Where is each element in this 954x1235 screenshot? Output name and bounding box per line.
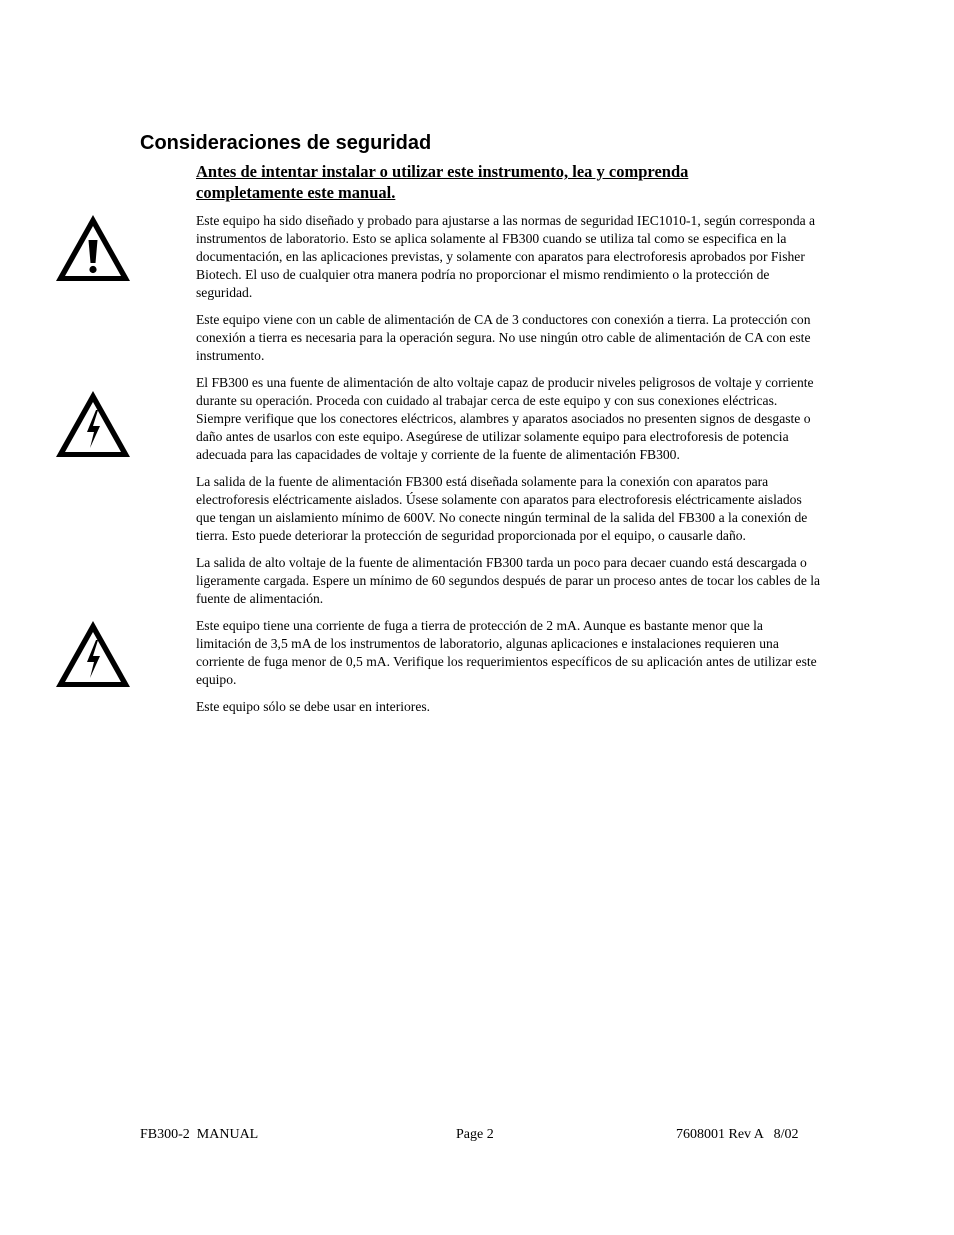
high-voltage-icon [53, 388, 133, 460]
high-voltage-icon [53, 618, 133, 690]
footer-document-revision: 7608001 Rev A 8/02 [676, 1127, 799, 1142]
footer-manual-name: FB300-2 MANUAL [140, 1127, 259, 1142]
warning-exclamation-icon [53, 212, 133, 284]
body-text [196, 212, 821, 725]
paragraph: Este equipo viene con un cable de alimentación de CA de 3 conductores con conexión a tierra. La protección con conexión a tierra es necesaria para la operación segura. No use ningún otro cable de alimentación de CA con este instrumento. [196, 312, 811, 363]
paragraph: Este equipo sólo se debe usar en interiores. [196, 699, 431, 714]
section-title: Consideraciones de seguridad [140, 132, 432, 154]
paragraph: Este equipo tiene una corriente de fuga a tierra de protección de 2 mA. Aunque es bastante menor que la limitación de 3,5 mA de los instrumentos de laboratorio, algunas aplicaciones e instalaciones requieren una corriente de fuga menor de 0,5 mA. Verifique los requerimientos específicos de su aplicación antes de utilizar este equipo. [196, 618, 817, 687]
paragraph: La salida de alto voltaje de la fuente de alimentación FB300 tarda un poco para decaer cuando está descargada o ligeramente cargada. Espere un mínimo de 60 segundos después de parar un proceso antes de tocar los cables de la fuente de alimentación. [196, 555, 821, 606]
paragraph: Este equipo ha sido diseñado y probado para ajustarse a las normas de seguridad IEC1010-1, según corresponda a instrumentos de laboratorio. Esto se aplica solamente al FB300 cuando se utiliza tal como se especifica en la documentación, en las aplicaciones previstas, y solamente con aparatos para electroforesis aprobados por Fisher Biotech. El uso de cualquier otra manera podría no proporcionar el mismo rendimiento o la protección de seguridad. [196, 213, 816, 300]
paragraph: La salida de la fuente de alimentación FB300 está diseñada solamente para la conexión con aparatos para electroforesis eléctricamente aislados. Úsese solamente con aparatos para electroforesis eléctricamente aislados que tengan un aislamiento mínimo de 600V. No conecte ningún terminal de la salida del FB300 a la conexión de tierra. Esto puede deteriorar la protección de seguridad proporcionada por el equipo, o causarle daño. [196, 474, 808, 543]
footer-page-number: Page 2 [456, 1127, 494, 1142]
paragraph: El FB300 es una fuente de alimentación de alto voltaje capaz de producir niveles peligrosos de voltaje y corriente durante su operación. Proceda con cuidado al trabajar cerca de este equipo y con sus conexiones eléctricas. Siempre verifique que los conectores eléctricos, alambres y aparatos asociados no presenten signos de desgaste o daño antes de usarlos con este equipo. Asegúrese de utilizar solamente equipo para electroforesis de potencia adecuada para las capacidades de voltaje y corriente de la fuente de alimentación FB300. [196, 375, 814, 462]
section-subtitle: Antes de intentar instalar o utilizar este instrumento, lea y comprenda completamente este manual. [196, 162, 689, 202]
